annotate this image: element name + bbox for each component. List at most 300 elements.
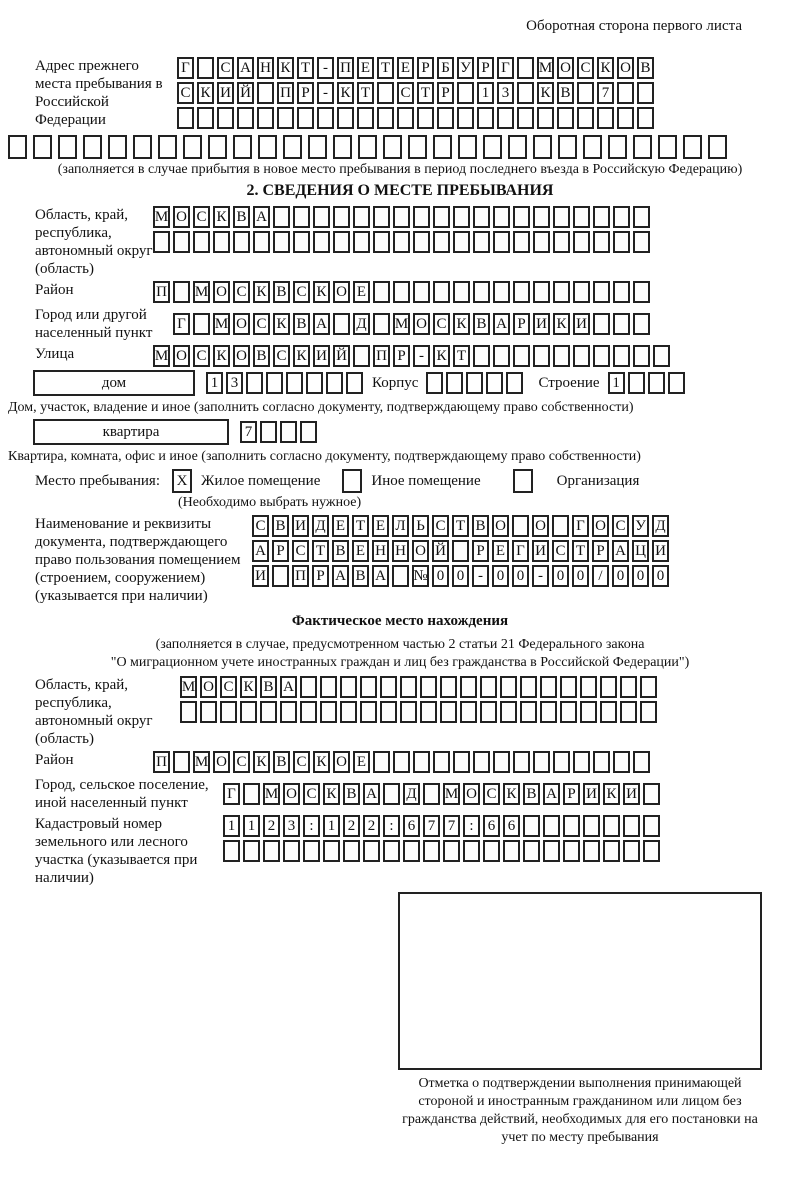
char-box bbox=[408, 135, 427, 159]
char-box bbox=[633, 751, 650, 773]
stamp-caption: Отметка о подтверждении выполнения принимающей стороной и иностранным гражданином или лицом без гражданства действий, необходимых для его постановки на учет по месту пребывания bbox=[402, 1076, 758, 1145]
char-box: К bbox=[213, 206, 230, 228]
char-row-kadastr-1 bbox=[223, 815, 663, 837]
char-box bbox=[603, 840, 620, 862]
char-box: С bbox=[253, 313, 270, 335]
char-box bbox=[246, 372, 263, 394]
char-box bbox=[353, 231, 370, 253]
char-box: М bbox=[263, 783, 280, 805]
char-box bbox=[573, 206, 590, 228]
char-box bbox=[463, 840, 480, 862]
char-box bbox=[373, 231, 390, 253]
char-row-kvartira bbox=[240, 421, 320, 443]
char-box bbox=[313, 206, 330, 228]
char-box bbox=[183, 135, 202, 159]
char-box bbox=[452, 540, 469, 562]
factual-gorod-block bbox=[8, 776, 792, 812]
char-box bbox=[593, 345, 610, 367]
char-box: У bbox=[457, 57, 474, 79]
mesto-label: Место пребывания: bbox=[35, 473, 160, 489]
char-box bbox=[357, 107, 374, 129]
char-box bbox=[223, 840, 240, 862]
char-box: С bbox=[552, 540, 569, 562]
char-box bbox=[533, 231, 550, 253]
char-box: В bbox=[260, 676, 277, 698]
char-box: 3 bbox=[226, 372, 243, 394]
char-row-prev-address-3 bbox=[177, 107, 657, 129]
char-box: - bbox=[317, 57, 334, 79]
char-box: В bbox=[332, 540, 349, 562]
char-box bbox=[500, 701, 517, 723]
char-box: Т bbox=[417, 82, 434, 104]
char-box bbox=[480, 676, 497, 698]
char-box bbox=[383, 135, 402, 159]
char-box bbox=[363, 840, 380, 862]
char-box bbox=[493, 751, 510, 773]
char-box: 1 bbox=[477, 82, 494, 104]
char-box: Е bbox=[332, 515, 349, 537]
char-box: Т bbox=[312, 540, 329, 562]
char-box: Е bbox=[372, 515, 389, 537]
char-box: Н bbox=[372, 540, 389, 562]
char-box: Г bbox=[177, 57, 194, 79]
char-box: А bbox=[543, 783, 560, 805]
char-row-ulitsa bbox=[153, 345, 673, 367]
char-box bbox=[628, 372, 645, 394]
char-box: Н bbox=[257, 57, 274, 79]
char-box: И bbox=[252, 565, 269, 587]
char-box bbox=[543, 815, 560, 837]
char-box bbox=[593, 313, 610, 335]
char-row-oblast-1 bbox=[153, 206, 653, 228]
char-box: К bbox=[597, 57, 614, 79]
char-box bbox=[177, 107, 194, 129]
char-box bbox=[393, 206, 410, 228]
char-box bbox=[558, 135, 577, 159]
oblast-rows bbox=[153, 206, 653, 256]
char-box: 3 bbox=[283, 815, 300, 837]
char-box bbox=[613, 281, 630, 303]
char-box bbox=[583, 815, 600, 837]
char-box: П bbox=[153, 281, 170, 303]
char-box: Й bbox=[237, 82, 254, 104]
char-box: Т bbox=[453, 345, 470, 367]
char-box: К bbox=[213, 345, 230, 367]
char-box bbox=[433, 231, 450, 253]
char-box: И bbox=[532, 540, 549, 562]
char-box: И bbox=[292, 515, 309, 537]
char-box bbox=[453, 281, 470, 303]
char-box bbox=[453, 751, 470, 773]
char-box bbox=[620, 676, 637, 698]
char-box bbox=[533, 751, 550, 773]
char-box bbox=[273, 206, 290, 228]
char-box bbox=[320, 676, 337, 698]
char-box: К bbox=[273, 313, 290, 335]
char-box: М bbox=[213, 313, 230, 335]
char-box bbox=[420, 676, 437, 698]
char-box bbox=[193, 313, 210, 335]
char-box: М bbox=[393, 313, 410, 335]
raion-block bbox=[8, 281, 792, 303]
char-box bbox=[593, 751, 610, 773]
section2-title: 2. СВЕДЕНИЯ О МЕСТЕ ПРЕБЫВАНИЯ bbox=[246, 182, 554, 199]
char-box: О bbox=[233, 345, 250, 367]
char-box bbox=[220, 701, 237, 723]
char-box bbox=[517, 57, 534, 79]
char-box: В bbox=[253, 345, 270, 367]
prev-address-rows bbox=[177, 57, 657, 132]
char-box: Р bbox=[563, 783, 580, 805]
char-box: И bbox=[533, 313, 550, 335]
char-box: Р bbox=[592, 540, 609, 562]
korpus-label: Корпус bbox=[372, 375, 419, 391]
gorod-block bbox=[8, 306, 792, 342]
char-box bbox=[253, 231, 270, 253]
char-box bbox=[617, 82, 634, 104]
char-box bbox=[380, 676, 397, 698]
char-box: 6 bbox=[483, 815, 500, 837]
char-box bbox=[600, 676, 617, 698]
checkbox-zhiloe: X bbox=[172, 469, 192, 493]
char-box: О bbox=[333, 281, 350, 303]
factual-oblast-block bbox=[8, 676, 792, 748]
char-box: Е bbox=[353, 751, 370, 773]
char-box bbox=[473, 206, 490, 228]
char-box: Е bbox=[352, 540, 369, 562]
char-box: С bbox=[293, 281, 310, 303]
char-box bbox=[213, 231, 230, 253]
char-box: Ц bbox=[632, 540, 649, 562]
char-box bbox=[593, 281, 610, 303]
char-box bbox=[383, 840, 400, 862]
char-box bbox=[563, 840, 580, 862]
char-box bbox=[257, 107, 274, 129]
char-box: Ь bbox=[412, 515, 429, 537]
raion-label: Район bbox=[35, 282, 74, 298]
char-box bbox=[486, 372, 503, 394]
char-box: К bbox=[253, 751, 270, 773]
char-box bbox=[637, 82, 654, 104]
char-box: Г bbox=[223, 783, 240, 805]
char-box bbox=[243, 840, 260, 862]
char-box bbox=[393, 281, 410, 303]
char-box: С bbox=[252, 515, 269, 537]
char-box bbox=[377, 107, 394, 129]
factual-note-2: "О миграционном учете иностранных граждан и лиц без гражданства в Российской Федерации") bbox=[110, 655, 690, 670]
char-box bbox=[377, 82, 394, 104]
char-box bbox=[423, 840, 440, 862]
char-box: С bbox=[233, 751, 250, 773]
char-box bbox=[658, 135, 677, 159]
char-box: Г bbox=[173, 313, 190, 335]
char-box bbox=[33, 135, 52, 159]
char-box bbox=[603, 815, 620, 837]
char-box: В bbox=[293, 313, 310, 335]
char-box bbox=[193, 231, 210, 253]
char-box bbox=[563, 815, 580, 837]
char-box bbox=[340, 701, 357, 723]
char-box: : bbox=[303, 815, 320, 837]
char-box bbox=[473, 345, 490, 367]
char-box: 6 bbox=[403, 815, 420, 837]
char-box bbox=[233, 135, 252, 159]
char-box bbox=[600, 701, 617, 723]
char-box: Р bbox=[513, 313, 530, 335]
char-box: Й bbox=[333, 345, 350, 367]
char-box bbox=[333, 206, 350, 228]
char-row-factual-raion bbox=[153, 751, 653, 773]
char-box bbox=[200, 701, 217, 723]
kvartira-widebox: квартира bbox=[33, 419, 229, 445]
char-box bbox=[373, 751, 390, 773]
char-box: А bbox=[493, 313, 510, 335]
char-box bbox=[423, 783, 440, 805]
char-box bbox=[373, 206, 390, 228]
char-box: В bbox=[352, 565, 369, 587]
char-box bbox=[300, 421, 317, 443]
char-box bbox=[573, 751, 590, 773]
char-box: И bbox=[583, 783, 600, 805]
char-box bbox=[506, 372, 523, 394]
char-box bbox=[577, 82, 594, 104]
char-box: К bbox=[553, 313, 570, 335]
char-box: О bbox=[233, 313, 250, 335]
char-box bbox=[520, 676, 537, 698]
char-box bbox=[420, 701, 437, 723]
factual-raion-block bbox=[8, 751, 792, 773]
char-box: - bbox=[532, 565, 549, 587]
char-box: А bbox=[237, 57, 254, 79]
char-box bbox=[453, 206, 470, 228]
char-box: К bbox=[337, 82, 354, 104]
char-box: С bbox=[612, 515, 629, 537]
char-box: 0 bbox=[652, 565, 669, 587]
char-box: Е bbox=[492, 540, 509, 562]
char-box bbox=[293, 206, 310, 228]
char-box: И bbox=[652, 540, 669, 562]
char-box: Р bbox=[393, 345, 410, 367]
char-box bbox=[280, 701, 297, 723]
char-box bbox=[617, 107, 634, 129]
char-box bbox=[353, 345, 370, 367]
kvartira-line bbox=[8, 419, 792, 445]
char-box bbox=[272, 565, 289, 587]
char-box: Е bbox=[357, 57, 374, 79]
char-box bbox=[668, 372, 685, 394]
char-box bbox=[477, 107, 494, 129]
char-row-factual-oblast-2 bbox=[180, 701, 660, 723]
char-box: Е bbox=[397, 57, 414, 79]
char-box: Р bbox=[312, 565, 329, 587]
char-row-doc-2 bbox=[252, 540, 672, 562]
char-box bbox=[413, 751, 430, 773]
char-box: 0 bbox=[452, 565, 469, 587]
kadastr-label: Кадастровый номер земельного или лесного участка (указывается при наличии) bbox=[35, 816, 198, 886]
char-box: С bbox=[293, 751, 310, 773]
char-box bbox=[473, 231, 490, 253]
char-box bbox=[453, 231, 470, 253]
char-box: И bbox=[313, 345, 330, 367]
dom-line bbox=[8, 370, 792, 396]
char-box bbox=[133, 135, 152, 159]
char-box bbox=[483, 840, 500, 862]
char-box: И bbox=[217, 82, 234, 104]
char-row-stroenie bbox=[608, 372, 688, 394]
char-box: Г bbox=[497, 57, 514, 79]
char-box bbox=[466, 372, 483, 394]
factual-oblast-rows bbox=[180, 676, 660, 726]
char-box: 0 bbox=[512, 565, 529, 587]
char-box: Г bbox=[512, 540, 529, 562]
char-box: - bbox=[413, 345, 430, 367]
char-box bbox=[360, 676, 377, 698]
option-inoe-label: Иное помещение bbox=[371, 472, 481, 489]
char-box: В bbox=[473, 313, 490, 335]
kadastr-block bbox=[8, 815, 792, 887]
char-box bbox=[286, 372, 303, 394]
char-box bbox=[446, 372, 463, 394]
char-box bbox=[440, 676, 457, 698]
ulitsa-label: Улица bbox=[35, 346, 75, 362]
char-box bbox=[373, 281, 390, 303]
char-box bbox=[640, 701, 657, 723]
char-box: Д bbox=[353, 313, 370, 335]
char-box: 1 bbox=[608, 372, 625, 394]
checkbox-inoe bbox=[342, 469, 362, 493]
char-box: Д bbox=[312, 515, 329, 537]
char-box bbox=[83, 135, 102, 159]
char-box: С bbox=[303, 783, 320, 805]
char-box: И bbox=[573, 313, 590, 335]
char-box bbox=[643, 815, 660, 837]
mesto-prebyvaniya-row bbox=[8, 469, 792, 493]
char-box: К bbox=[277, 57, 294, 79]
gorod-label: Город или другой населенный пункт bbox=[35, 307, 153, 341]
char-box bbox=[400, 701, 417, 723]
char-box: Д bbox=[403, 783, 420, 805]
char-box bbox=[583, 840, 600, 862]
char-box: П bbox=[373, 345, 390, 367]
char-box: 7 bbox=[597, 82, 614, 104]
char-box bbox=[457, 107, 474, 129]
char-box bbox=[380, 701, 397, 723]
char-box: М bbox=[153, 206, 170, 228]
char-box: К bbox=[313, 751, 330, 773]
char-box: Е bbox=[353, 281, 370, 303]
char-box bbox=[283, 840, 300, 862]
ulitsa-block bbox=[8, 345, 792, 367]
char-box: 1 bbox=[206, 372, 223, 394]
char-box: М bbox=[153, 345, 170, 367]
char-box bbox=[643, 840, 660, 862]
char-box bbox=[433, 751, 450, 773]
char-row-factual-oblast-1 bbox=[180, 676, 660, 698]
char-box: С bbox=[273, 345, 290, 367]
char-box: К bbox=[293, 345, 310, 367]
char-box bbox=[620, 701, 637, 723]
char-box bbox=[640, 676, 657, 698]
char-box: О bbox=[532, 515, 549, 537]
char-box bbox=[513, 751, 530, 773]
char-box: О bbox=[557, 57, 574, 79]
char-box: В bbox=[523, 783, 540, 805]
char-box bbox=[400, 676, 417, 698]
char-box: В bbox=[273, 281, 290, 303]
char-box: О bbox=[617, 57, 634, 79]
char-box: К bbox=[197, 82, 214, 104]
char-box bbox=[403, 840, 420, 862]
char-box bbox=[533, 206, 550, 228]
option-organizatsiya-label: Организация bbox=[556, 472, 640, 489]
char-box bbox=[553, 206, 570, 228]
char-box bbox=[523, 815, 540, 837]
char-box bbox=[508, 135, 527, 159]
char-box: Т bbox=[352, 515, 369, 537]
char-box bbox=[313, 231, 330, 253]
char-box bbox=[473, 281, 490, 303]
char-box bbox=[517, 107, 534, 129]
char-box: С bbox=[193, 345, 210, 367]
char-box: Т bbox=[572, 540, 589, 562]
char-box: 2 bbox=[343, 815, 360, 837]
char-box bbox=[493, 206, 510, 228]
char-box bbox=[613, 345, 630, 367]
char-box: С bbox=[220, 676, 237, 698]
char-box bbox=[540, 676, 557, 698]
char-box bbox=[648, 372, 665, 394]
char-box: О bbox=[412, 540, 429, 562]
char-box bbox=[317, 107, 334, 129]
char-box: : bbox=[463, 815, 480, 837]
char-box: Д bbox=[652, 515, 669, 537]
char-box bbox=[208, 135, 227, 159]
char-box bbox=[537, 107, 554, 129]
char-box bbox=[633, 345, 650, 367]
char-box bbox=[560, 701, 577, 723]
char-box: Л bbox=[392, 515, 409, 537]
char-box: С bbox=[577, 57, 594, 79]
char-box bbox=[543, 840, 560, 862]
char-box bbox=[573, 281, 590, 303]
char-row-gorod bbox=[173, 313, 653, 335]
char-box: А bbox=[280, 676, 297, 698]
char-box: П bbox=[337, 57, 354, 79]
char-row-doc-1 bbox=[252, 515, 672, 537]
char-box: - bbox=[472, 565, 489, 587]
char-box bbox=[473, 751, 490, 773]
char-box: - bbox=[317, 82, 334, 104]
char-box bbox=[153, 231, 170, 253]
char-box bbox=[243, 783, 260, 805]
char-row-prev-address-2 bbox=[177, 82, 657, 104]
option-zhiloe-label: Жилое помещение bbox=[201, 472, 321, 489]
char-box: К bbox=[603, 783, 620, 805]
char-box bbox=[513, 281, 530, 303]
char-box bbox=[333, 313, 350, 335]
char-box bbox=[573, 345, 590, 367]
char-box bbox=[233, 231, 250, 253]
char-box: С bbox=[483, 783, 500, 805]
char-box: 3 bbox=[497, 82, 514, 104]
oblast-block bbox=[8, 206, 792, 278]
char-box: В bbox=[233, 206, 250, 228]
char-box: С bbox=[233, 281, 250, 303]
char-row-dom bbox=[206, 372, 366, 394]
doc-rows bbox=[252, 515, 672, 590]
char-box bbox=[457, 82, 474, 104]
char-box bbox=[397, 107, 414, 129]
